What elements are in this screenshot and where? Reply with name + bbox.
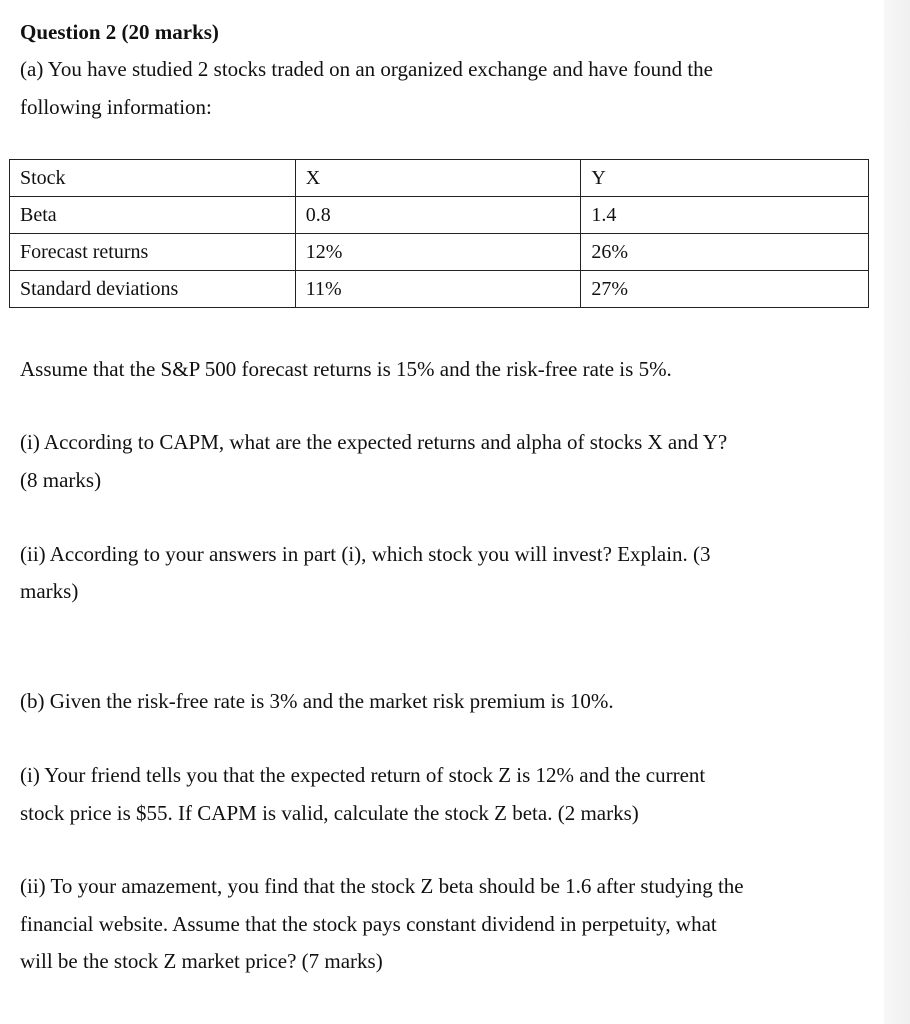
table-cell: 1.4 [581,197,869,234]
question-title: Question 2 (20 marks) [20,20,219,44]
table-cell: 0.8 [295,197,581,234]
table-cell: 12% [295,234,581,271]
table-row [10,197,869,234]
table-row [10,160,869,197]
part-a-intro-line-1: (a) You have studied 2 stocks traded on an organized exchange and have found the [20,57,713,81]
part-a-question-1-line-1: (i) According to CAPM, what are the expected returns and alpha of stocks X and Y? [20,430,728,454]
table-cell: Stock [10,160,296,197]
part-b-intro: (b) Given the risk-free rate is 3% and the market risk premium is 10%. [20,689,614,713]
table-cell: Standard deviations [10,271,296,308]
page-edge-shadow [884,0,910,1024]
table-cell: Forecast returns [10,234,296,271]
table-row [10,234,869,271]
table-cell: X [295,160,581,197]
table-row [10,271,869,308]
table-cell: 27% [581,271,869,308]
part-a-assumption: Assume that the S&P 500 forecast returns is 15% and the risk-free rate is 5%. [20,357,672,381]
table-cell: Beta [10,197,296,234]
part-b-question-1-line-1: (i) Your friend tells you that the expected return of stock Z is 12% and the current [20,763,706,787]
part-a-question-1-line-2: (8 marks) [20,468,102,492]
part-a-question-2-line-2: marks) [20,579,79,603]
part-b-question-2-line-2: financial website. Assume that the stock pays constant dividend in perpetuity, what [20,912,717,936]
part-a-question-2-line-1: (ii) According to your answers in part (i), which stock you will invest? Explain. (3 [20,542,711,566]
table-cell: 11% [295,271,581,308]
part-b-question-2-line-3: will be the stock Z market price? (7 marks) [20,949,383,973]
table-cell: Y [581,160,869,197]
stock-info-table [9,159,869,308]
table-cell: 26% [581,234,869,271]
part-b-question-2-line-1: (ii) To your amazement, you find that the stock Z beta should be 1.6 after studying the [20,874,744,898]
part-b-question-1-line-2: stock price is $55. If CAPM is valid, calculate the stock Z beta. (2 marks) [20,801,639,825]
part-a-intro-line-2: following information: [20,95,212,119]
